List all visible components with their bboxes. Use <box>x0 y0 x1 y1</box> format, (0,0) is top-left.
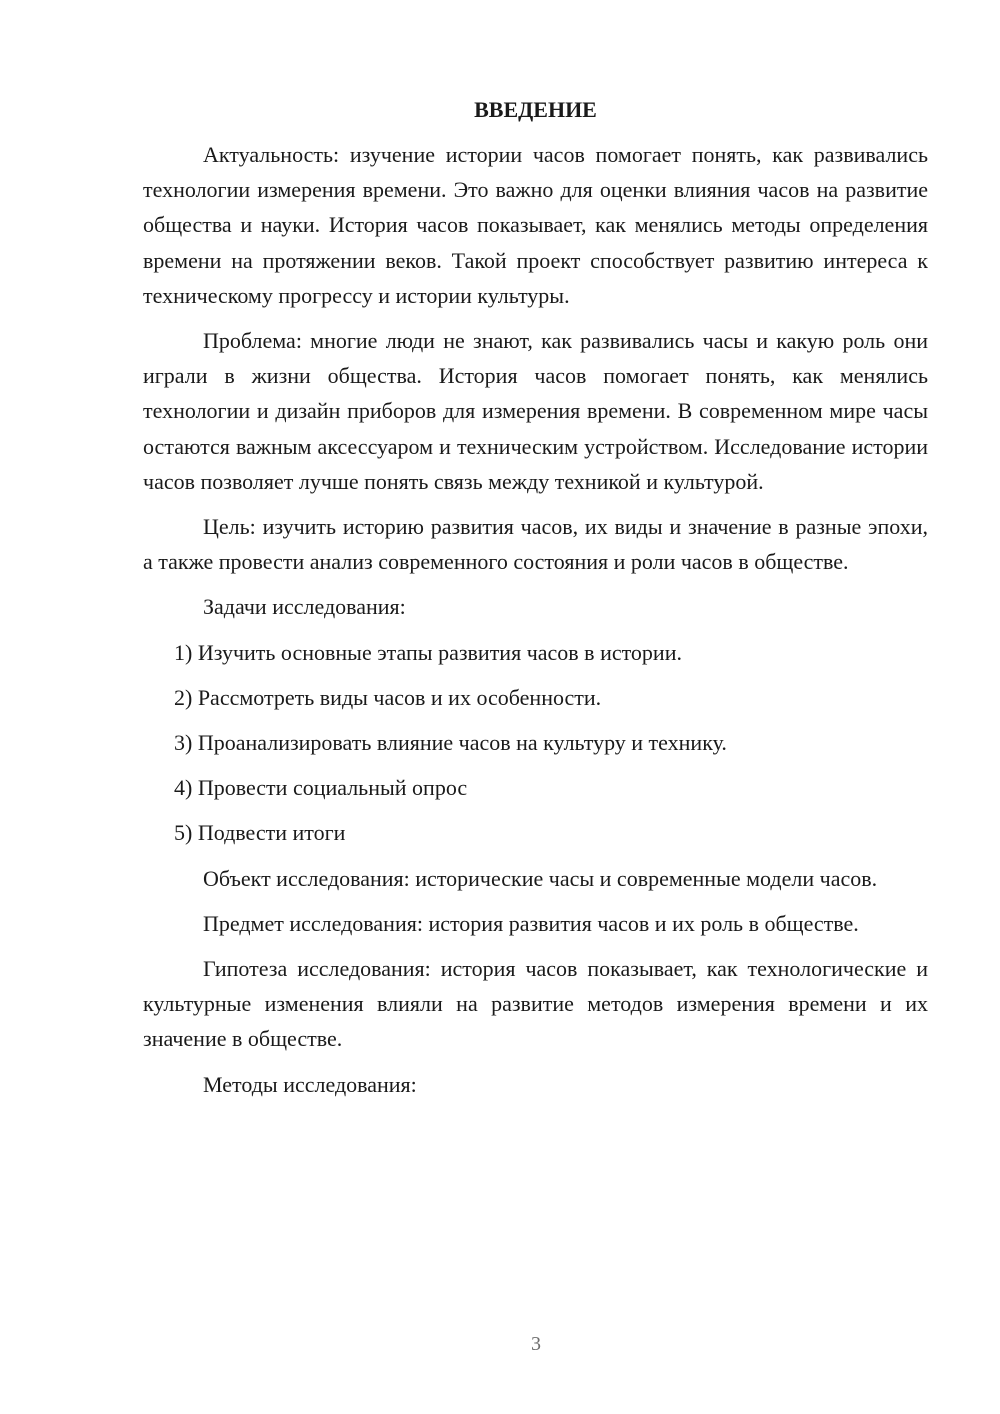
task-item: 2) Рассмотреть виды часов и их особенности. <box>174 684 602 710</box>
task-item: 1) Изучить основные этапы развития часов в истории. <box>174 639 682 665</box>
page-number: 3 <box>531 1333 541 1355</box>
methods-heading: Методы исследования: <box>203 1071 417 1097</box>
tasks-heading: Задачи исследования: <box>203 594 406 620</box>
subject-paragraph: Предмет исследования: история развития часов и их роль в обществе. <box>203 910 859 936</box>
section-title: ВВЕДЕНИЕ <box>474 97 597 122</box>
goal-paragraph: Цель: изучить историю развития часов, их виды и значение в разные эпохи, а также провести анализ современного состояния и роли часов в обществе. <box>143 514 928 575</box>
tasks-list <box>143 635 928 851</box>
problem-paragraph: Проблема: многие люди не знают, как развивались часы и какую роль они играли в жизни общества. История часов помогает понять, как менялись технологии и дизайн приборов для измерения времени. В современном мире часы остаются важным аксессуаром и техническим устройством. Исследование истории часов позволяет лучше понять связь между техникой и культурой. <box>143 328 928 494</box>
page-content <box>143 92 928 1112</box>
hypothesis-paragraph: Гипотеза исследования: история часов показывает, как технологические и культурные изменения влияли на развитие методов измерения времени и их значение в обществе. <box>143 956 928 1052</box>
object-paragraph: Объект исследования: исторические часы и современные модели часов. <box>203 865 878 891</box>
task-item: 5) Подвести итоги <box>174 820 346 846</box>
task-item: 3) Проанализировать влияние часов на культуру и технику. <box>174 730 727 756</box>
relevance-paragraph: Актуальность: изучение истории часов помогает понять, как развивались технологии измерения времени. Это важно для оценки влияния часов на развитие общества и науки. История часов показывает, как менялись методы определения времени на протяжении веков. Такой проект способствует развитию интереса к техническому прогрессу и истории культуры. <box>143 142 928 308</box>
task-item: 4) Провести социальный опрос <box>174 775 468 801</box>
